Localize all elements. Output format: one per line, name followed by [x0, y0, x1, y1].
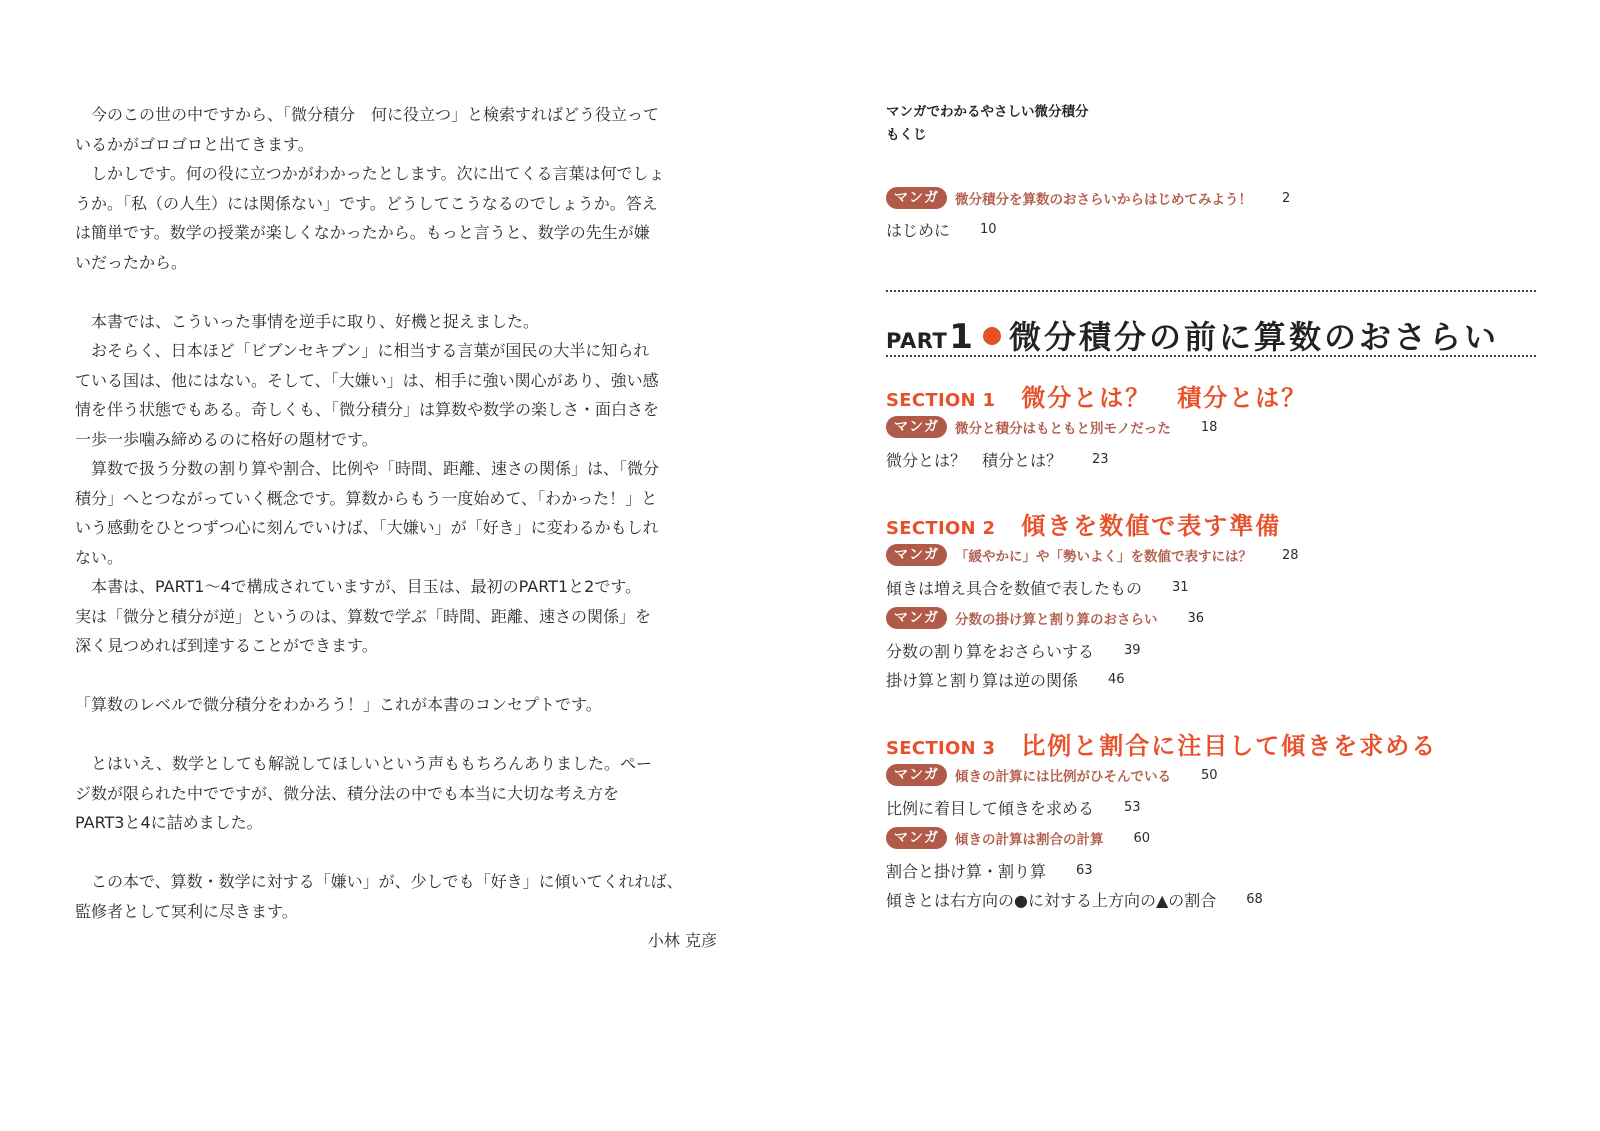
- manga-badge: マンガ: [886, 544, 947, 566]
- toc-page-number: 36: [1187, 610, 1205, 626]
- toc-entry[interactable]: [886, 859, 1093, 882]
- preface-paragraph: [75, 307, 717, 661]
- toc-entry[interactable]: [886, 796, 1141, 819]
- manga-badge: マンガ: [886, 764, 947, 786]
- toc-entry-title: 傾きは増え具合を数値で表したもの: [886, 579, 1143, 598]
- toc-entry-title: 割合と掛け算・割り算: [886, 862, 1047, 881]
- manga-badge: マンガ: [886, 607, 947, 629]
- text-line: 一歩一歩噛み締めるのに格好の題材です。: [75, 429, 378, 449]
- text-line: PART3と4に詰めました。: [75, 813, 263, 832]
- paragraph-gap: [75, 277, 717, 307]
- toc-entry[interactable]: [886, 218, 997, 241]
- toc-page-number: 39: [1124, 643, 1141, 658]
- toc-entry-title: 微分積分を算数のおさらいからはじめてみよう！: [955, 192, 1252, 208]
- preface-paragraph: [75, 100, 717, 159]
- toc-page-number: 2: [1282, 190, 1291, 206]
- toc-entry[interactable]: [886, 888, 1263, 911]
- toc-entry-title: はじめに: [886, 221, 951, 240]
- toc-entry-manga[interactable]: [886, 827, 1150, 849]
- section-title: 傾きを数値で表す準備: [1021, 512, 1282, 540]
- part-heading: [886, 312, 1499, 358]
- text-line: 積分」へとつながっていく概念です。算数からもう一度始めて、「わかった！」と: [75, 488, 658, 508]
- text-line: いだったから。: [75, 252, 188, 272]
- text-line: 監修者として冥利に尽きます。: [75, 901, 298, 921]
- toc-entry-title: 分数の掛け算と割り算のおさらい: [955, 612, 1158, 628]
- preface-paragraph: [75, 867, 717, 926]
- toc-entry-manga[interactable]: [886, 544, 1299, 566]
- section-heading: [886, 506, 1281, 541]
- text-line: うか。「私（の人生）には関係ない」です。どうしてこうなるのでしょうか。答え: [75, 193, 658, 213]
- text-line: 実は「微分と積分が逆」というのは、算数で学ぶ「時間、距離、速さの関係」を: [75, 606, 652, 626]
- section-label: SECTION 1: [886, 390, 996, 411]
- section-title: 比例と割合に注目して傾きを求める: [1021, 732, 1438, 760]
- toc-entry[interactable]: [886, 448, 1109, 471]
- paragraph-gap: [75, 661, 717, 691]
- part-label: PART: [886, 329, 948, 353]
- toc-page-number: 31: [1172, 580, 1189, 595]
- toc-page-number: 68: [1246, 892, 1263, 907]
- part-title: 微分積分の前に算数のおさらい: [1008, 318, 1499, 356]
- part-number: 1: [949, 317, 973, 357]
- toc-page-number: 53: [1124, 800, 1141, 815]
- toc-page-number: 50: [1201, 767, 1218, 783]
- paragraph-gap: [75, 838, 717, 868]
- text-line: 今のこの世の中ですから、「微分積分 何に役立つ」と検索すればどう役立って: [75, 105, 660, 124]
- book-title: マンガでわかるやさしい微分積分: [886, 104, 1089, 120]
- text-line: おそらく、日本ほど「ビブンセキブン」に相当する言葉が国民の大半に知られ: [75, 341, 650, 360]
- toc-entry-title: 傾きとは右方向の●に対する上方向の▲の割合: [886, 891, 1217, 910]
- preface-paragraph: [75, 159, 717, 277]
- section-label: SECTION 2: [886, 518, 996, 539]
- toc-entry[interactable]: [886, 639, 1141, 662]
- manga-badge: マンガ: [886, 827, 947, 849]
- toc-page-number: 63: [1076, 863, 1093, 878]
- toc-page-number: 60: [1133, 830, 1151, 846]
- text-line: しかしです。何の役に立つかがわかったとします。次に出てくる言葉は何でしょ: [75, 164, 665, 183]
- toc-page-number: 10: [980, 222, 997, 237]
- text-line: は簡単です。数学の授業が楽しくなかったから。もっと言うと、数学の先生が嫌: [75, 223, 650, 242]
- preface-paragraph: [75, 749, 717, 838]
- toc-page-number: 28: [1282, 547, 1299, 563]
- text-line: ジ数が限られた中でですが、微分法、積分法の中でも本当に大切な考え方を: [75, 783, 620, 803]
- toc-entry-title: 「緩やかに」や「勢いよく」を数値で表すには？: [955, 549, 1252, 565]
- section-title: 微分とは？ 積分とは？: [1021, 384, 1308, 412]
- manga-badge: マンガ: [886, 416, 947, 438]
- text-line: とはいえ、数学としても解説してほしいという声ももちろんありました。ペー: [75, 754, 652, 773]
- text-line: 情を伴う状態でもある。奇しくも、「微分積分」は算数や数学の楽しさ・面白さを: [75, 400, 660, 419]
- text-line: いう感動をひとつずつ心に刻んでいけば、「大嫌い」が「好き」に変わるかもしれ: [75, 518, 659, 537]
- toc-entry-manga[interactable]: [886, 607, 1204, 629]
- toc-heading: もくじ: [886, 127, 927, 143]
- toc-entry[interactable]: [886, 576, 1189, 599]
- text-line: ている国は、他にはない。そして、「大嫌い」は、相手に強い関心があり、強い感: [75, 370, 659, 390]
- text-line: いるかがゴロゴロと出てきます。: [75, 134, 314, 154]
- paragraph-gap: [75, 720, 717, 750]
- toc-page-number: 18: [1200, 419, 1218, 435]
- toc-page-number: 23: [1092, 452, 1109, 467]
- toc-entry-title: 微分と積分はもともと別モノだった: [955, 421, 1171, 437]
- bullet-dot-icon: [983, 327, 1001, 345]
- toc-entry-manga[interactable]: [886, 187, 1290, 209]
- toc-page: [886, 100, 1536, 910]
- text-line: 「算数のレベルで微分積分をわかろう！」これが本書のコンセプトです。: [75, 695, 602, 714]
- preface-paragraph: [75, 690, 717, 720]
- toc-entry-title: 分数の割り算をおさらいする: [886, 642, 1095, 661]
- text-line: 深く見つめれば到達することができます。: [75, 636, 378, 655]
- toc-entry-title: 比例に着目して傾きを求める: [886, 799, 1095, 818]
- text-line: ない。: [75, 547, 124, 567]
- section-heading: [886, 378, 1307, 413]
- preface-page: [75, 100, 717, 956]
- dotted-divider: [886, 290, 1536, 292]
- author-signature: 小林 克彦: [647, 931, 717, 950]
- toc-page-number: 46: [1108, 672, 1125, 687]
- toc-entry[interactable]: [886, 668, 1125, 691]
- toc-entry-title: 傾きの計算は割合の計算: [955, 832, 1104, 848]
- dotted-divider: [886, 355, 1536, 357]
- toc-entry-manga[interactable]: [886, 764, 1218, 786]
- toc-entry-title: 傾きの計算には比例がひそんでいる: [955, 769, 1171, 785]
- text-line: 本書は、PART1～4で構成されていますが、目玉は、最初のPART1と2です。: [75, 577, 642, 596]
- text-line: 本書では、こういった事情を逆手に取り、好機と捉えました。: [75, 311, 540, 331]
- section-label: SECTION 3: [886, 738, 996, 759]
- toc-entry-manga[interactable]: [886, 416, 1217, 438]
- text-line: 算数で扱う分数の割り算や割合、比例や「時間、距離、速さの関係」は、「微分: [75, 459, 660, 478]
- text-line: この本で、算数・数学に対する「嫌い」が、少しでも「好き」に傾いてくれれば、: [75, 872, 683, 891]
- toc-entry-title: 微分とは？ 積分とは？: [886, 451, 1063, 470]
- toc-entry-title: 掛け算と割り算は逆の関係: [886, 671, 1079, 690]
- section-heading: [886, 726, 1437, 761]
- manga-badge: マンガ: [886, 187, 947, 209]
